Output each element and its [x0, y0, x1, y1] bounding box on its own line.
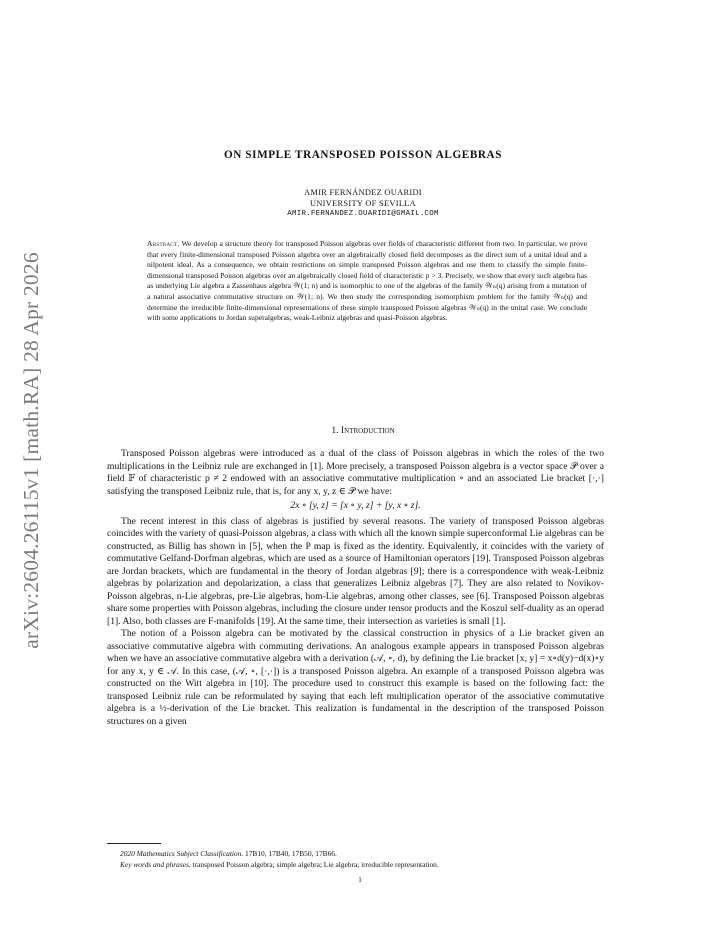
- section-title: Introduction: [340, 425, 395, 436]
- paper-title: ON SIMPLE TRANSPOSED POISSON ALGEBRAS: [223, 149, 503, 161]
- section-heading: [118, 425, 608, 436]
- keywords-label: Key words and phrases.: [120, 860, 191, 869]
- abstract-text: We develop a structure theory for transposed Poisson algebras over fields of characteristic different from two. In particular, we prove that every finite-dimensional transposed Poisson algebra over an algebraically closed field decomposes as the direct sum of a unital ideal and a nilpotent ideal. As a consequence, we obtain restrictions on simple transposed Poisson algebras and use them to classify the simple finite-dimensional transposed Poisson algebras over an algebraically closed field of characteristic p > 3. Precisely, we show that every such algebra has as underlying Lie algebra a Zassenhaus algebra 𝒲(1; n) and is isomorphic to one of the algebras of the family 𝒲ₙ(q) arising from a mutation of a natural associative commutative structure on 𝒲(1; n). We then study the corresponding isomorphism problem for the family 𝒲ₙ(q) and determine the irreducible finite-dimensional representations of these simple transposed Poisson algebras 𝒲ₙ(q) in the unital case. We conclude with some applications to Jordan superalgebras, weak-Leibniz algebras and quasi-Poisson algebras.: [147, 239, 587, 323]
- page-number: 1: [358, 875, 362, 884]
- display-equation: 2x ∘ [y, z] = [x ∘ y, z] + [y, x ∘ z].: [290, 500, 421, 511]
- paragraph-1: Transposed Poisson algebras were introduced as a dual of the class of Poisson algebras in which the roles of the two multiplications in the Leibniz rule are exchanged in [1]. More precisely, a transposed Poisson algebra is a vector space 𝒫 over a field 𝔽 of characteristic p ≠ 2 endowed with an associative commutative multiplication ∘ and an associated Lie bracket [·,·] satisfying the transposed Leibniz rule, that is, for any x, y, z ∈ 𝒫 we have:: [107, 448, 604, 497]
- author-name: AMIR FERNÁNDEZ OUARIDI: [304, 188, 422, 197]
- section-number: 1.: [331, 425, 339, 436]
- footnote-msc: [120, 849, 610, 859]
- paragraph-3: The notion of a Poisson algebra can be motivated by the classical construction in physics of a Lie bracket given an associative commutative algebra with commuting derivations. An analogous example appears in transposed Poisson algebras when we have an associative commutative algebra with a derivation (𝒜, ∘, d), by defining the Lie bracket [x, y] = x∘d(y)−d(x)∘y for any x, y ∈ 𝒜. In this case, (𝒜, ∘, [·,·]) is a transposed Poisson algebra. An example of a transposed Poisson algebra was constructed on the Witt algebra in [10]. The procedure used to construct this example is based on the following fact: the transposed Leibniz rule can be reformulated by saying that each left multiplication operator of the associative commutative algebra is a ½-derivation of the Lie bracket. This realization is fundamental in the description of the transposed Poisson structures on a given: [107, 628, 604, 727]
- author-affiliation: UNIVERSITY OF SEVILLA: [309, 199, 417, 208]
- author-email: AMIR.FERNANDEZ.OUARIDI@GMAIL.COM: [287, 210, 439, 218]
- paragraph-2: The recent interest in this class of algebras is justified by several reasons. The variety of transposed Poisson algebras coincides with the variety of quasi-Poisson algebras, a class with which all the known simple superconformal Lie algebras can be constructed, as Billig has shown in [5], when the P map is fixed as the identity. Equivalently, it coincides with the variety of commutative Gelfand-Dorfman algebras, which are used as a source of Hamiltonian operators [19]. Transposed Poisson algebras are Jordan brackets, which are fundamental in the theory of Jordan algebras [9]; there is a correspondence with weak-Leibniz algebras by polarization and depolarization, a class that generalizes Leibniz algebras [7]. They are also related to Novikov-Poisson algebras, n-Lie algebras, pre-Lie algebras, hom-Lie algebras, among other classes, see [6]. Transposed Poisson algebras share some properties with Poisson algebras, including the closure under tensor products and the Koszul self-duality as an operad [1]. Also, both classes are F-manifolds [19]. At the same time, their intersection as varieties is small [1].: [107, 515, 604, 627]
- arxiv-side-stamp: [20, 245, 42, 655]
- footnote-rule: [107, 843, 161, 844]
- body-text: [107, 448, 604, 728]
- arxiv-identifier: arXiv:2604.26115v1 [math.RA] 28 Apr 2026: [18, 251, 43, 649]
- keywords-value: transposed Poisson algebra; simple algebra; Lie algebra; irreducible representation.: [192, 860, 439, 869]
- msc-label: 2020 Mathematics Subject Classification.: [120, 849, 244, 858]
- abstract-label: Abstract.: [147, 239, 180, 248]
- abstract: [147, 239, 587, 324]
- msc-value: 17B10, 17B40, 17B50, 17B66.: [245, 849, 337, 858]
- footnote-keywords: [120, 860, 610, 870]
